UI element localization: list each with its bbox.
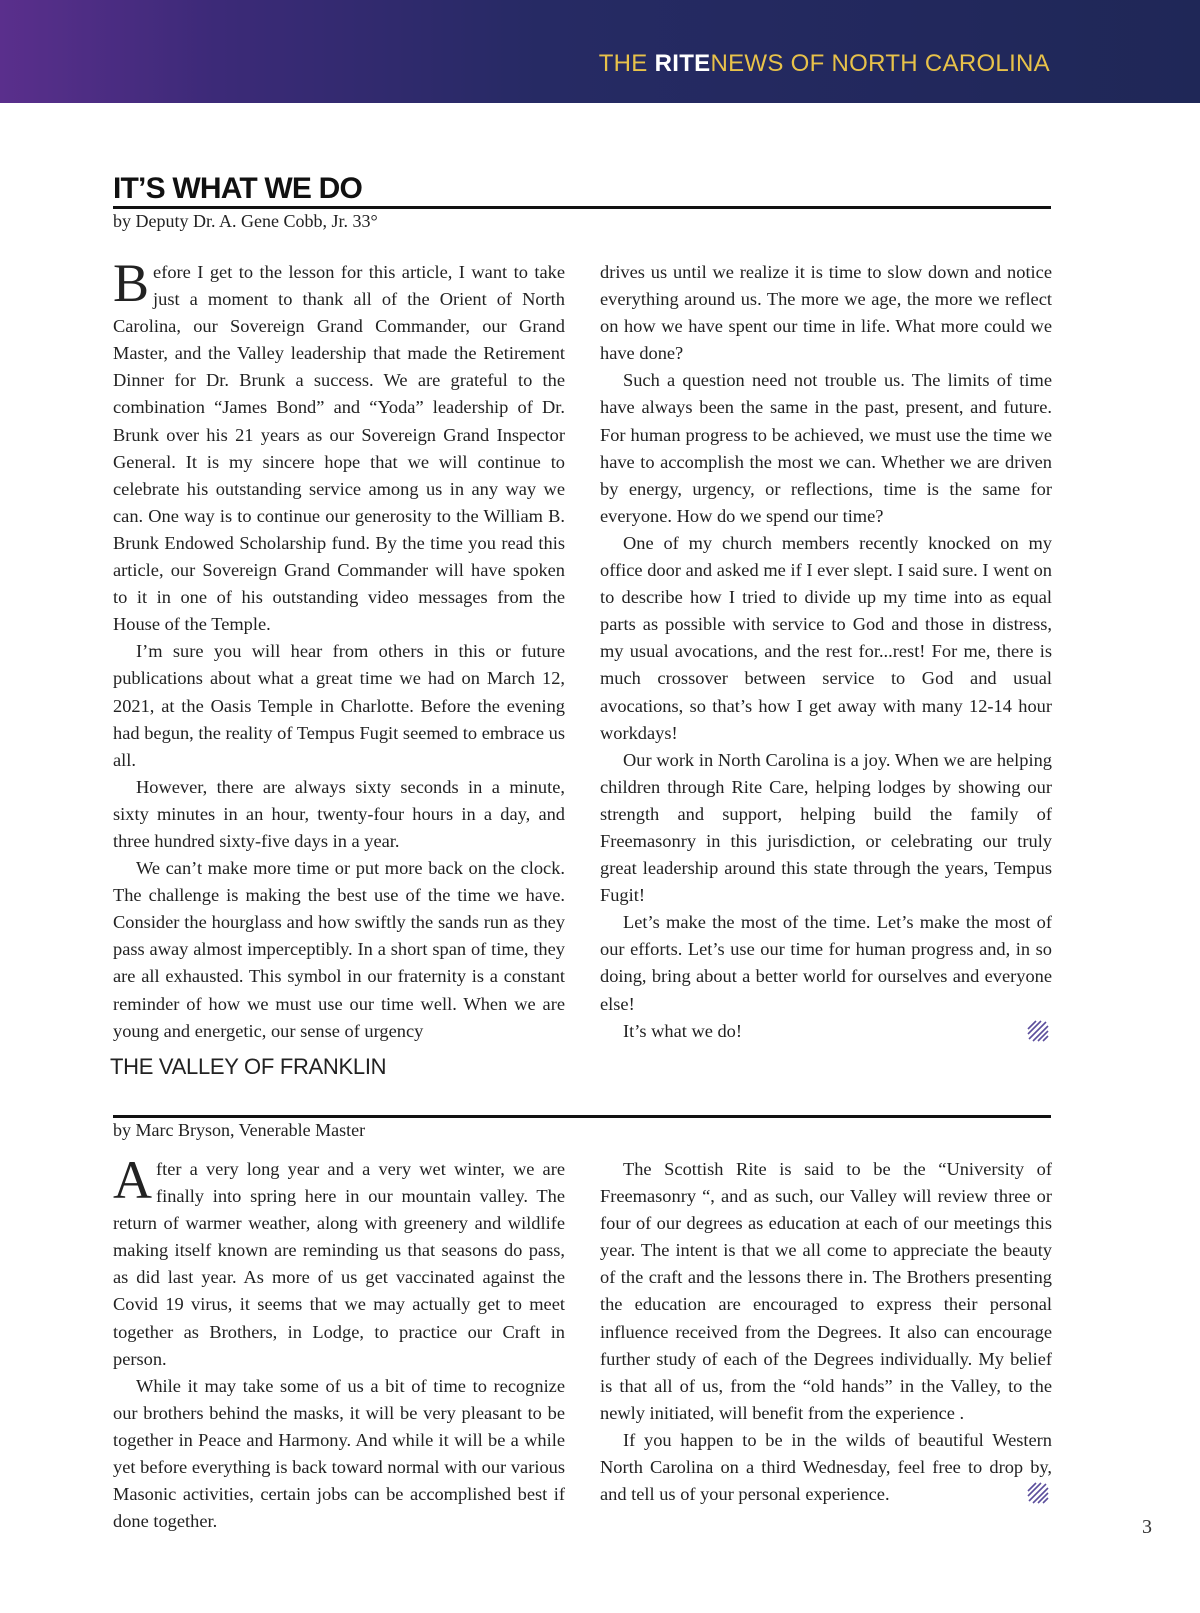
article-byline: by Deputy Dr. A. Gene Cobb, Jr. 33° — [113, 211, 378, 231]
header-banner — [0, 0, 1200, 103]
title-rule — [113, 206, 1051, 209]
paragraph: One of my church members recently knocked on my office door and asked me if I ever slept. I said sure. I went on to describe how I tried to divide up my time into as equal parts as possible with service to God and those in distress, my usual avocations, and the rest for...rest! For me, there is much crossover between service to God and usual avocations, so that’s how I get away with many 12-14 hour workdays! — [600, 532, 1052, 743]
publication-title — [599, 50, 1050, 78]
article-title: IT’S WHAT WE DO — [113, 172, 363, 205]
paragraph-text: fter a very long year and a very wet winter, we are finally into spring here in our mountain valley. The return of warmer weather, along with greenery and wildlife making itself known are reminding us that seasons do pass, as did last year. As more of us get vaccinated against the Covid 19 virus, it seems that we may actually get to meet together as Brothers, in Lodge, to practice our Craft in person. — [113, 1159, 565, 1369]
paragraph: Our work in North Carolina is a joy. When we are helping children through Rite Care, helping lodges by showing our strength and support, helping build the family of Freemasonry in this jurisdiction, or celebrating our truly great leadership around this state through the years, Tempus Fugit! — [600, 749, 1052, 906]
paragraph: Such a question need not trouble us. The limits of time have always been the same in the past, present, and future. For human progress to be achieved, we must use the time we have to accomplish the most we can. Whether we are driven by energy, urgency, or reflections, time is the same for everyone. How do we spend our time? — [600, 370, 1052, 526]
paragraph-text: efore I get to the lesson for this article, I want to take just a moment to thank all of the Orient of North Carolina, our Sovereign Grand Commander, our Grand Master, and the Valley leadership that made the Retirement Dinner for Dr. Brunk a success. We are grateful to the combination “James Bond” and “Yoda” leadership of Dr. Brunk over his 21 years as our Sovereign Grand Inspector General. It is my sincere hope that we will continue to celebrate his outstanding service among us in any way we can. One way is to continue our generosity to the William B. Brunk Endowed Scholarship fund. By the time you read this article, our Sovereign Grand Commander will have spoken to it in one of his outstanding video messages from the House of the Temple. — [113, 262, 565, 635]
drop-cap: B — [113, 253, 150, 313]
drop-cap: A — [113, 1150, 152, 1210]
title-the: THE — [598, 50, 655, 77]
subhead-rule — [113, 1115, 1051, 1118]
page-number: 3 — [1142, 1516, 1152, 1538]
paragraph: Let’s make the most of the time. Let’s make the most of our efforts. Let’s use our time for human progress and, in so doing, bring about a better world for ourselves and everyone else! — [600, 912, 1052, 1014]
article-column-left — [113, 253, 565, 1045]
paragraph: We can’t make more time or put more back on the clock. The challenge is making the best use of the time we have. Consider the hourglass and how swiftly the sands run as they pass away almost imperceptibly. In a short span of time, they are all exhausted. This symbol in our fraternity is a constant reminder of how we must use our time well. When we are young and energetic, our sense of urgency — [113, 858, 565, 1041]
article-column-left — [113, 1150, 565, 1535]
title-rest: NEWS OF NORTH CAROLINA — [710, 50, 1050, 77]
end-mark-icon — [1027, 1020, 1049, 1042]
paragraph: However, there are always sixty seconds in a minute, sixty minutes in an hour, twenty-four hours in a day, and three hundred sixty-five days in a year. — [113, 776, 565, 851]
paragraph: It’s what we do! — [623, 1020, 742, 1041]
article-column-right — [600, 1156, 1052, 1508]
paragraph: The Scottish Rite is said to be the “University of Freemasonry “, and as such, our Valley will review three or four of our degrees as education at each of our meetings this year. The intent is that we all come to appreciate the beauty of the craft and the lessons there in. The Brothers presenting the education are encouraged to express their personal influence received from the Degrees. It also can encourage further study of each of the Degrees individually. My belief is that all of us, from the “old hands” in the Valley, to the newly initiated, will benefit from the experience . — [600, 1159, 1052, 1423]
article-column-right — [600, 259, 1052, 1045]
paragraph: If you happen to be in the wilds of beautiful Western North Carolina on a third Wednesday, feel free to drop by, and tell us of your personal experience. — [600, 1429, 1052, 1505]
paragraph: drives us until we realize it is time to slow down and notice everything around us. The more we age, the more we reflect on how we have spent our time in life. What more could we have done? — [600, 262, 1052, 364]
article-byline: by Marc Bryson, Venerable Master — [113, 1120, 366, 1140]
paragraph — [113, 1150, 565, 1373]
title-rite: RITE — [654, 50, 711, 77]
end-mark-icon — [1027, 1482, 1049, 1504]
paragraph: I’m sure you will hear from others in this or future publications about what a great time we had on March 12, 2021, at the Oasis Temple in Charlotte. Before the evening had begun, the reality of Tempus Fugit seemed to embrace us all. — [113, 641, 565, 770]
section-subhead: THE VALLEY OF FRANKLIN — [110, 1054, 387, 1079]
paragraph: While it may take some of us a bit of time to recognize our brothers behind the masks, it will be very pleasant to be together in Peace and Harmony. And while it will be a while yet before everything is back toward normal with our various Masonic activities, certain jobs can be accomplished best if done together. — [113, 1375, 565, 1532]
paragraph — [113, 253, 565, 638]
